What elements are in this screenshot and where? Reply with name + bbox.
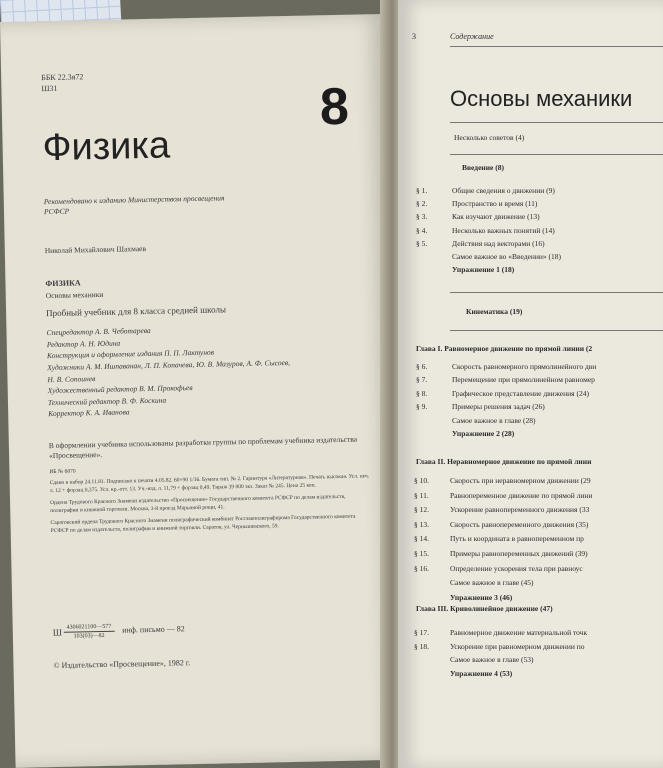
entry-text: Упражнение 3 (46) <box>450 592 513 602</box>
toc-entry <box>414 505 589 514</box>
toc-entry <box>416 252 561 261</box>
entry-text: Определение ускорения тела при равноус <box>450 563 583 573</box>
chapter-1-heading: Глава I. Равномерное движение по прямой линии (2 <box>416 344 593 353</box>
toc-entry <box>416 239 545 248</box>
staff-line: Спецредактор А. В. Чеботарева <box>46 325 151 338</box>
chapter-3-heading: Глава III. Криволинейное движение (47) <box>416 604 553 613</box>
staff-line: Конструкция и оформление издания П. П. Лактунов <box>46 347 215 361</box>
entry-text: Скорость равномерного прямолинейного дви <box>452 362 597 371</box>
entry-text: Пространство и время (11) <box>452 199 538 209</box>
entry-text: Действия над векторами (16) <box>452 238 545 248</box>
entry-text: Упражнение 4 (53) <box>450 668 513 678</box>
chapter-2-heading: Глава II. Неравномерное движение по прямой лини <box>416 457 592 466</box>
section-number: § 6. <box>416 362 428 371</box>
section-number: § 18. <box>414 641 429 651</box>
toc-entry <box>416 402 545 411</box>
staff-list <box>46 320 368 420</box>
toc-entry <box>414 534 584 543</box>
copyright: © Издательство «Просвещение», 1982 г. <box>53 658 191 671</box>
imprint-block <box>49 462 370 535</box>
entry-text: Самое важное в главе (53) <box>450 655 534 665</box>
staff-line: Н. В. Сопоинев <box>47 373 96 384</box>
right-page <box>398 0 663 768</box>
divider <box>450 330 663 331</box>
toc-entry <box>414 628 587 637</box>
section-number: § 15. <box>414 549 429 558</box>
section-number: § 17. <box>414 628 429 637</box>
trial-note: Пробный учебник для 8 класса средней школы <box>46 304 227 319</box>
running-header: Содержание <box>450 32 494 41</box>
code-prefix: Ш <box>52 627 62 638</box>
staff-line: Художественный редактор В. М. Прокофьев <box>47 383 193 396</box>
code-denominator: 103(03)—82 <box>73 633 105 640</box>
entry-text: Самое важное в главе (28) <box>452 415 536 425</box>
toc-entry <box>416 429 514 438</box>
toc-entry <box>414 564 583 573</box>
section-number: § 7. <box>416 375 428 385</box>
toc-entry <box>416 186 555 195</box>
code-numerator: 4306021100—577 <box>63 623 114 633</box>
entry-text: Ускорение равнопеременного движения (33 <box>450 505 590 515</box>
page-number: 3 <box>412 32 416 41</box>
toc-entry <box>416 362 596 371</box>
toc-entry <box>416 226 555 235</box>
entry-text: Скорость равнопеременного движения (35) <box>450 519 589 529</box>
entry-text: Скорость при неравномерном движении (29 <box>450 476 591 485</box>
entry-text: Общие сведения о движении (9) <box>452 186 555 195</box>
toc-entry <box>416 416 536 425</box>
toc-entry <box>416 212 540 221</box>
divider <box>450 154 663 155</box>
toc-entry <box>414 578 534 587</box>
contents-title: Основы механики <box>450 86 633 111</box>
entry-text: Равномерное движение материальной точк <box>450 628 588 637</box>
staff-line: Корректор К. А. Иванова <box>48 407 130 419</box>
imprint-line: ИБ № 6870 <box>49 468 76 476</box>
book-subtitle: Основы механики <box>45 289 104 301</box>
entry-text: Путь и координата в равнопеременном пр <box>450 534 584 544</box>
section-number: § 3. <box>416 212 428 222</box>
staff-line: Технический редактор В. Ф. Коскина <box>47 395 167 407</box>
section-number: § 11. <box>414 490 429 500</box>
section-number: § 10. <box>414 476 429 485</box>
toc-entry <box>414 655 534 664</box>
advice-entry: Несколько советов (4) <box>454 133 525 142</box>
staff-line: Редактор А. Н. Юдина <box>46 338 121 349</box>
divider <box>450 122 663 123</box>
toc-entry <box>414 593 512 602</box>
entry-text: Несколько важных понятий (14) <box>452 225 555 235</box>
section-number: § 8. <box>416 388 428 398</box>
kinematics-heading: Кинематика (19) <box>466 307 523 316</box>
section-number: § 4. <box>416 225 428 235</box>
toc-entry <box>414 669 512 678</box>
entry-text: Ускорение при равномерном движении по <box>450 641 585 651</box>
left-page <box>0 14 402 768</box>
author-name: Николай Михайлович Шахмаев <box>44 243 147 256</box>
toc-entry <box>414 642 584 651</box>
toc-entry <box>414 520 588 529</box>
code-tail: инф. письмо — 82 <box>122 624 185 635</box>
imprint-line: Ордена Трудового Красного Знамени издательство «Просвещение» Государственного комитета РСФСР по делам издательств, полиграфии и книжной торговли. Москва, 3-й проезд Марьиной рощи, 41. <box>50 494 346 514</box>
section-number: § 13. <box>414 519 429 529</box>
code-fraction <box>63 623 114 641</box>
toc-entry <box>416 375 595 384</box>
entry-text: Примеры равнопеременных движений (39) <box>450 549 588 558</box>
entry-text: Равнопеременное движение по прямой лини <box>450 490 593 500</box>
entry-text: Графическое представление движения (24) <box>452 388 589 398</box>
toc-entry <box>416 389 589 398</box>
section-number: § 12. <box>414 505 429 515</box>
book-name: ФИЗИКА <box>45 278 81 289</box>
entry-text: Перемещение при прямолинейном равномер <box>452 375 595 385</box>
section-number: § 2. <box>416 199 428 209</box>
approval-note: Рекомендовано к изданию Министерством просвещения РСФСР <box>43 193 225 217</box>
divider <box>450 292 663 293</box>
section-number: § 16. <box>414 563 429 573</box>
section-number: § 9. <box>416 402 428 412</box>
section-number: § 14. <box>414 534 429 544</box>
grade-number: 8 <box>319 77 350 137</box>
divider <box>450 46 663 47</box>
design-note: В оформлении учебника использованы разработки группы по проблемам учебника издательства «Просвещение». <box>48 434 358 461</box>
entry-text: Упражнение 2 (28) <box>452 429 515 438</box>
imprint-line: Саратовский ордена Трудового Красного Знамени полиграфический комбинат Росглавполиграфпрома Государственного комитета РСФСР по делам издательств, полиграфии и книжной торговли. Саратов, ул. Чернышевского, 59. <box>50 513 356 534</box>
section-number: § 5. <box>416 238 428 248</box>
imprint-line: Сдано в набор 24.11.81. Подписано к печати 4.05.82. 60×90 1/16. Бумага тип. № 2. Гарнитура «Литературная». Печать высокая. Усл. печ. л. 12 + форзац 0,375. Усл. кр.-отт. 13. Уч.-изд. л. 11,79 + форзац 0,49. Тираж 39 000 экз. Заказ № 245. Цена 25 коп. <box>49 473 370 494</box>
catalog-code <box>53 619 313 642</box>
entry-text: Самое важное в главе (45) <box>450 578 534 588</box>
toc-entry <box>414 549 588 558</box>
intro-heading: Введение (8) <box>462 163 504 172</box>
book-title: Физика <box>42 124 171 170</box>
toc-entry <box>416 265 514 274</box>
section-number: § 1. <box>416 186 428 195</box>
entry-text: Примеры решения задач (26) <box>452 402 545 412</box>
toc-entry <box>414 491 592 500</box>
entry-text: Самое важное во «Введении» (18) <box>452 252 562 261</box>
toc-entry <box>414 476 591 485</box>
bbk-code: ББК 22.3я72 Ш31 <box>41 72 84 93</box>
toc-entry <box>416 199 537 208</box>
staff-line: Художники А. М. Ишпаванан, Л. П. Копачева, Ю. В. Мазуров, А. Ф. Сысоев, <box>47 357 291 372</box>
entry-text: Как изучают движение (13) <box>452 212 540 222</box>
entry-text: Упражнение 1 (18) <box>452 265 515 275</box>
